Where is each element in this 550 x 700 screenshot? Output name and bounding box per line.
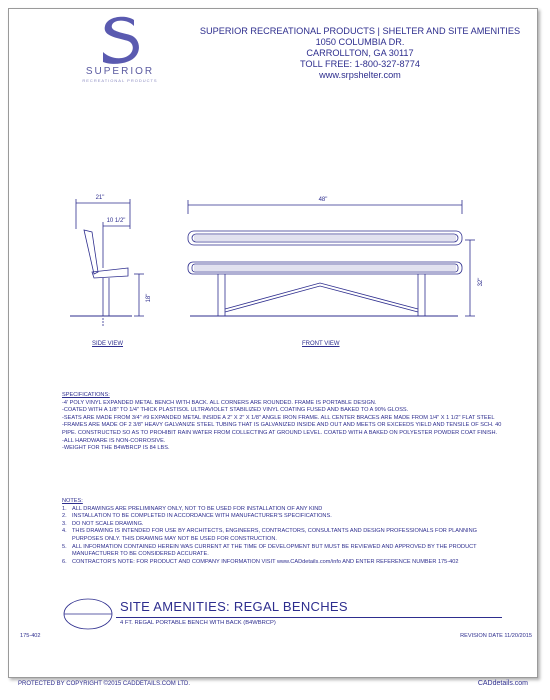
- specifications-block: [62, 392, 502, 453]
- notes-block: [62, 498, 502, 566]
- website-link[interactable]: www.srpshelter.com: [319, 70, 401, 80]
- spec-line: -SEATS ARE MADE FROM 3/4" #9 EXPANDED METAL INSIDE A 2" X 2" X 1/8" ANGLE IRON FRAME. ALL CENTER BRACES ARE MADE FROM 1/4" X 1 1/2" FLAT STEEL: [62, 414, 495, 421]
- specifications-heading: SPECIFICATIONS:: [62, 392, 110, 398]
- note-item: [62, 559, 502, 567]
- reference-number: 175-402: [20, 633, 41, 639]
- side-view-label: SIDE VIEW: [92, 341, 124, 347]
- front-view-label: FRONT VIEW: [302, 341, 340, 347]
- address-line-1: 1050 COLUMBIA DR.: [315, 37, 405, 47]
- spec-line: -FRAMES ARE MADE OF 2 3/8" HEAVY GALVANIZE STEEL TUBING THAT IS GALVANIZED INSIDE AND OUT AND MEETS OR EXCEEDS YIELD AND TENSILE OF SCH. 40 PIPE. CONSTRUCTED SO AS TO PROHIBIT RAIN WATER FROM COLLECTING AT GROUND LEVEL. COATED WITH A BAKED ON POLYESTER POWDER COAT FINISH.: [62, 422, 502, 436]
- note-number: 4.: [62, 528, 67, 535]
- note-item: [62, 513, 502, 521]
- copyright-text: PROTECTED BY COPYRIGHT ©2015 CADDETAILS.COM LTD.: [18, 681, 191, 687]
- dim-side-height: 18": [146, 293, 152, 303]
- dim-front-width: 48": [318, 197, 328, 203]
- note-item: [62, 506, 502, 514]
- note-item: [62, 528, 502, 543]
- caddetails-link[interactable]: CADdetails.com: [477, 680, 528, 687]
- revision-date: REVISION DATE 11/20/2015: [460, 633, 532, 639]
- note-text: INSTALLATION TO BE COMPLETED IN ACCORDANCE WITH MANUFACTURER'S SPECIFICATIONS.: [72, 513, 332, 520]
- notes-heading: NOTES:: [62, 498, 83, 504]
- note-number: 3.: [62, 520, 67, 527]
- brand-name: SUPERIOR: [85, 66, 155, 77]
- address-line-2: CARROLLTON, GA 30117: [306, 48, 414, 58]
- note-number: 6.: [62, 558, 67, 565]
- company-name: SUPERIOR RECREATIONAL PRODUCTS | SHELTER AND SITE AMENITIES: [199, 26, 521, 36]
- title-divider: [116, 617, 502, 618]
- note-text: DO NOT SCALE DRAWING.: [72, 520, 144, 527]
- note-number: 5.: [62, 543, 67, 550]
- note-number: 2.: [62, 513, 67, 520]
- drawing-subtitle: 4 FT. REGAL PORTABLE BENCH WITH BACK (B4WBRCP): [120, 620, 276, 626]
- note-text: ALL INFORMATION CONTAINED HEREIN WAS CURRENT AT THE TIME OF DEVELOPMENT BUT MUST BE REVIEWED AND APPROVED BY THE PRODUCT MANUFACTURER TO BE CONSIDERED ACCURATE.: [72, 543, 477, 558]
- note-text: THIS DRAWING IS INTENDED FOR USE BY ARCHITECTS, ENGINEERS, CONTRACTORS, CONSULTANTS AND DESIGN PROFESSIONALS FOR PLANNING PURPOSES ONLY. THIS DRAWING MAY NOT BE USED FOR CONSTRUCTION.: [72, 528, 477, 542]
- note-text: ALL DRAWINGS ARE PRELIMINARY ONLY, NOT TO BE USED FOR INSTALLATION OF ANY KIND: [72, 505, 323, 512]
- phone-number: TOLL FREE: 1-800-327-8774: [299, 59, 420, 69]
- spec-line: -4' POLY VINYL EXPANDED METAL BENCH WITH BACK. ALL CORNERS ARE ROUNDED. FRAME IS PORTABLE DESIGN.: [62, 399, 377, 406]
- brand-tagline: RECREATIONAL PRODUCTS: [82, 78, 158, 83]
- title-block: [62, 597, 502, 631]
- drawing-title: SITE AMENITIES: REGAL BENCHES: [120, 599, 348, 614]
- spec-line: -ALL HARDWARE IS NON-CORROSIVE.: [62, 437, 166, 444]
- front-view-drawing: [188, 200, 475, 316]
- dim-front-height: 32": [478, 277, 484, 287]
- footer-bar: [8, 676, 536, 696]
- note-item: [62, 544, 502, 559]
- title-bubble-icon: [62, 597, 114, 631]
- spec-line: -COATED WITH A 1/8" TO 1/4" THICK PLASTISOL ULTRAVIOLET STABILIZED VINYL COATING FUSED AND BAKED TO A 90% GLOSS.: [62, 407, 409, 414]
- note-text: CONTRACTOR'S NOTE: FOR PRODUCT AND COMPANY INFORMATION VISIT www.CADdetails.com/info AND ENTER REFERENCE NUMBER 175-402: [72, 558, 459, 565]
- dim-side-width: 21": [95, 195, 105, 201]
- note-item: [62, 521, 502, 529]
- dim-side-seat: 10 1/2": [106, 218, 126, 224]
- spec-line: -WEIGHT FOR THE B4WBRCP IS 84 LBS.: [62, 445, 170, 452]
- expanded-metal-mesh: [194, 236, 456, 270]
- note-number: 1.: [62, 505, 67, 512]
